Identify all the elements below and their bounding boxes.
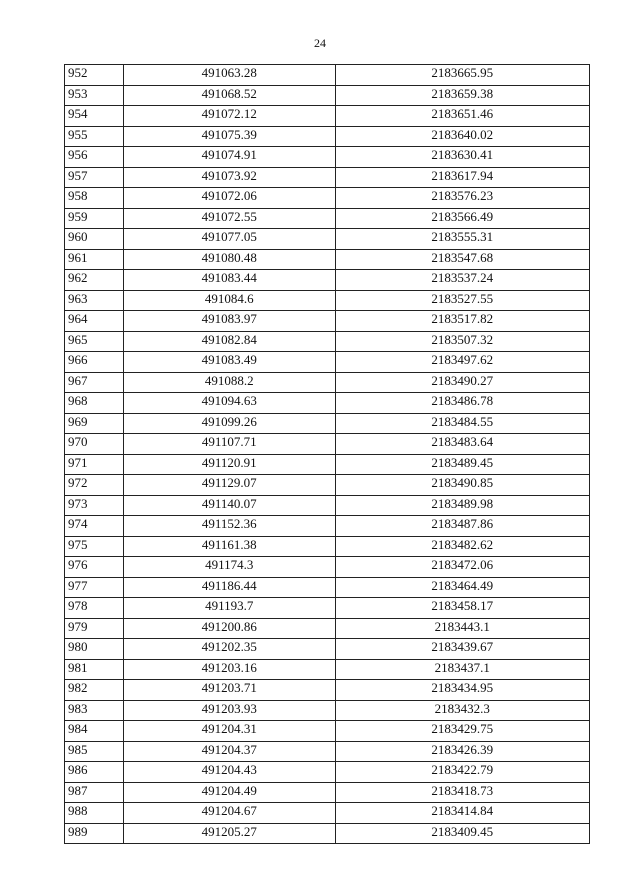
table-row	[65, 290, 590, 311]
point-number-cell: 955	[65, 126, 124, 147]
x-coordinate-cell: 491072.06	[124, 188, 335, 209]
x-coordinate-cell: 491140.07	[124, 495, 335, 516]
y-coordinate-cell: 2183617.94	[335, 167, 590, 188]
table-row	[65, 516, 590, 537]
x-coordinate-cell: 491204.43	[124, 762, 335, 783]
x-coordinate-cell: 491204.67	[124, 803, 335, 824]
x-coordinate-cell: 491203.71	[124, 680, 335, 701]
x-coordinate-cell: 491203.16	[124, 659, 335, 680]
point-number-cell: 974	[65, 516, 124, 537]
y-coordinate-cell: 2183483.64	[335, 434, 590, 455]
y-coordinate-cell: 2183576.23	[335, 188, 590, 209]
page-number: 24	[314, 36, 326, 50]
table-row	[65, 536, 590, 557]
table-row	[65, 85, 590, 106]
y-coordinate-cell: 2183490.27	[335, 372, 590, 393]
table-row	[65, 618, 590, 639]
y-coordinate-cell: 2183414.84	[335, 803, 590, 824]
y-coordinate-cell: 2183507.32	[335, 331, 590, 352]
table-row	[65, 331, 590, 352]
table-row	[65, 188, 590, 209]
table-row	[65, 393, 590, 414]
point-number-cell: 966	[65, 352, 124, 373]
point-number-cell: 984	[65, 721, 124, 742]
coordinate-table	[64, 64, 590, 844]
point-number-cell: 975	[65, 536, 124, 557]
x-coordinate-cell: 491200.86	[124, 618, 335, 639]
y-coordinate-cell: 2183537.24	[335, 270, 590, 291]
table-row	[65, 475, 590, 496]
x-coordinate-cell: 491083.49	[124, 352, 335, 373]
point-number-cell: 986	[65, 762, 124, 783]
table-row	[65, 352, 590, 373]
table-row	[65, 577, 590, 598]
table-row	[65, 762, 590, 783]
x-coordinate-cell: 491072.55	[124, 208, 335, 229]
y-coordinate-cell: 2183489.98	[335, 495, 590, 516]
point-number-cell: 988	[65, 803, 124, 824]
table-row	[65, 311, 590, 332]
table-row	[65, 270, 590, 291]
y-coordinate-cell: 2183484.55	[335, 413, 590, 434]
point-number-cell: 985	[65, 741, 124, 762]
y-coordinate-cell: 2183659.38	[335, 85, 590, 106]
point-number-cell: 977	[65, 577, 124, 598]
y-coordinate-cell: 2183486.78	[335, 393, 590, 414]
x-coordinate-cell: 491083.97	[124, 311, 335, 332]
coordinate-table-body	[65, 65, 590, 844]
table-row	[65, 721, 590, 742]
x-coordinate-cell: 491075.39	[124, 126, 335, 147]
table-row	[65, 659, 590, 680]
point-number-cell: 961	[65, 249, 124, 270]
point-number-cell: 982	[65, 680, 124, 701]
table-row	[65, 65, 590, 86]
x-coordinate-cell: 491152.36	[124, 516, 335, 537]
y-coordinate-cell: 2183517.82	[335, 311, 590, 332]
x-coordinate-cell: 491080.48	[124, 249, 335, 270]
x-coordinate-cell: 491088.2	[124, 372, 335, 393]
point-number-cell: 953	[65, 85, 124, 106]
point-number-cell: 987	[65, 782, 124, 803]
x-coordinate-cell: 491084.6	[124, 290, 335, 311]
x-coordinate-cell: 491063.28	[124, 65, 335, 86]
point-number-cell: 952	[65, 65, 124, 86]
y-coordinate-cell: 2183487.86	[335, 516, 590, 537]
x-coordinate-cell: 491204.31	[124, 721, 335, 742]
point-number-cell: 963	[65, 290, 124, 311]
table-row	[65, 639, 590, 660]
y-coordinate-cell: 2183489.45	[335, 454, 590, 475]
x-coordinate-cell: 491072.12	[124, 106, 335, 127]
point-number-cell: 980	[65, 639, 124, 660]
x-coordinate-cell: 491204.49	[124, 782, 335, 803]
point-number-cell: 972	[65, 475, 124, 496]
x-coordinate-cell: 491129.07	[124, 475, 335, 496]
x-coordinate-cell: 491107.71	[124, 434, 335, 455]
point-number-cell: 968	[65, 393, 124, 414]
table-row	[65, 167, 590, 188]
point-number-cell: 959	[65, 208, 124, 229]
y-coordinate-cell: 2183429.75	[335, 721, 590, 742]
point-number-cell: 957	[65, 167, 124, 188]
table-row	[65, 680, 590, 701]
y-coordinate-cell: 2183464.49	[335, 577, 590, 598]
table-row	[65, 106, 590, 127]
y-coordinate-cell: 2183665.95	[335, 65, 590, 86]
x-coordinate-cell: 491120.91	[124, 454, 335, 475]
table-row	[65, 147, 590, 168]
x-coordinate-cell: 491202.35	[124, 639, 335, 660]
y-coordinate-cell: 2183651.46	[335, 106, 590, 127]
y-coordinate-cell: 2183555.31	[335, 229, 590, 250]
y-coordinate-cell: 2183547.68	[335, 249, 590, 270]
point-number-cell: 969	[65, 413, 124, 434]
x-coordinate-cell: 491068.52	[124, 85, 335, 106]
table-row	[65, 495, 590, 516]
y-coordinate-cell: 2183640.02	[335, 126, 590, 147]
y-coordinate-cell: 2183497.62	[335, 352, 590, 373]
y-coordinate-cell: 2183482.62	[335, 536, 590, 557]
table-row	[65, 229, 590, 250]
table-row	[65, 741, 590, 762]
point-number-cell: 954	[65, 106, 124, 127]
y-coordinate-cell: 2183490.85	[335, 475, 590, 496]
x-coordinate-cell: 491203.93	[124, 700, 335, 721]
table-row	[65, 208, 590, 229]
y-coordinate-cell: 2183418.73	[335, 782, 590, 803]
point-number-cell: 967	[65, 372, 124, 393]
point-number-cell: 971	[65, 454, 124, 475]
point-number-cell: 973	[65, 495, 124, 516]
y-coordinate-cell: 2183426.39	[335, 741, 590, 762]
point-number-cell: 981	[65, 659, 124, 680]
table-row	[65, 598, 590, 619]
table-row	[65, 782, 590, 803]
x-coordinate-cell: 491083.44	[124, 270, 335, 291]
y-coordinate-cell: 2183432.3	[335, 700, 590, 721]
table-row	[65, 454, 590, 475]
point-number-cell: 989	[65, 823, 124, 844]
x-coordinate-cell: 491186.44	[124, 577, 335, 598]
y-coordinate-cell: 2183443.1	[335, 618, 590, 639]
y-coordinate-cell: 2183409.45	[335, 823, 590, 844]
x-coordinate-cell: 491073.92	[124, 167, 335, 188]
y-coordinate-cell: 2183630.41	[335, 147, 590, 168]
table-row	[65, 557, 590, 578]
point-number-cell: 983	[65, 700, 124, 721]
x-coordinate-cell: 491161.38	[124, 536, 335, 557]
table-row	[65, 126, 590, 147]
point-number-cell: 964	[65, 311, 124, 332]
table-row	[65, 700, 590, 721]
table-row	[65, 372, 590, 393]
x-coordinate-cell: 491204.37	[124, 741, 335, 762]
table-row	[65, 249, 590, 270]
table-row	[65, 434, 590, 455]
y-coordinate-cell: 2183472.06	[335, 557, 590, 578]
y-coordinate-cell: 2183458.17	[335, 598, 590, 619]
point-number-cell: 965	[65, 331, 124, 352]
y-coordinate-cell: 2183422.79	[335, 762, 590, 783]
x-coordinate-cell: 491205.27	[124, 823, 335, 844]
y-coordinate-cell: 2183566.49	[335, 208, 590, 229]
point-number-cell: 956	[65, 147, 124, 168]
point-number-cell: 976	[65, 557, 124, 578]
point-number-cell: 960	[65, 229, 124, 250]
point-number-cell: 962	[65, 270, 124, 291]
x-coordinate-cell: 491193.7	[124, 598, 335, 619]
table-row	[65, 823, 590, 844]
point-number-cell: 970	[65, 434, 124, 455]
y-coordinate-cell: 2183434.95	[335, 680, 590, 701]
x-coordinate-cell: 491099.26	[124, 413, 335, 434]
point-number-cell: 979	[65, 618, 124, 639]
x-coordinate-cell: 491074.91	[124, 147, 335, 168]
x-coordinate-cell: 491077.05	[124, 229, 335, 250]
y-coordinate-cell: 2183439.67	[335, 639, 590, 660]
x-coordinate-cell: 491174.3	[124, 557, 335, 578]
x-coordinate-cell: 491094.63	[124, 393, 335, 414]
table-row	[65, 413, 590, 434]
table-row	[65, 803, 590, 824]
y-coordinate-cell: 2183527.55	[335, 290, 590, 311]
y-coordinate-cell: 2183437.1	[335, 659, 590, 680]
point-number-cell: 958	[65, 188, 124, 209]
x-coordinate-cell: 491082.84	[124, 331, 335, 352]
point-number-cell: 978	[65, 598, 124, 619]
